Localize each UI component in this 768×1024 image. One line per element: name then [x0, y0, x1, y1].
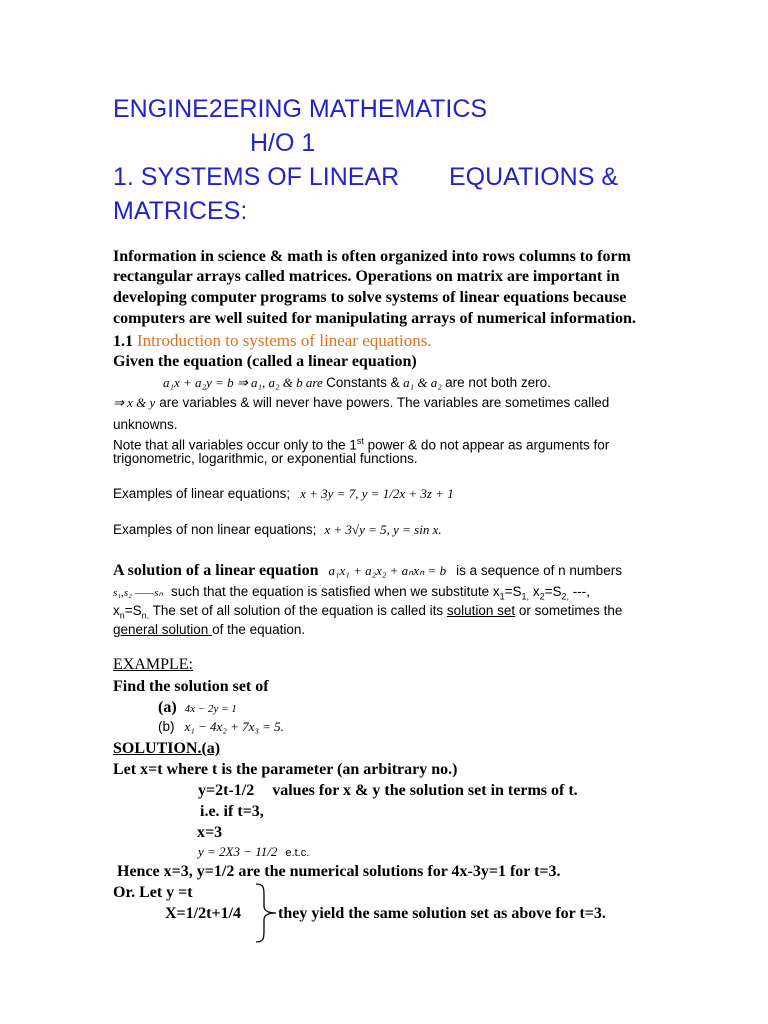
sub-1: 1	[499, 591, 505, 602]
sub-3: 2	[539, 591, 545, 602]
section-title-part3: MATRICES:	[113, 197, 248, 225]
linear-examples-math: x + 3y = 7, y = 1/2x + 3z + 1	[300, 486, 454, 501]
handout-number: H/O 1	[250, 129, 316, 157]
example-a	[158, 699, 237, 717]
nonlinear-examples	[113, 521, 442, 539]
solution-definition-eq: a₁x₁ + a₂x₂ + aₙxₙ = b	[328, 563, 447, 578]
solution-line-1: Let x=t where t is the parameter (an arbitrary no.)	[113, 761, 458, 778]
section-title-part2: EQUATIONS &	[449, 163, 619, 191]
sub-2: 1,	[521, 591, 530, 602]
section-title-part1: 1. SYSTEMS OF LINEAR	[113, 163, 400, 191]
example-heading: EXAMPLE:	[113, 656, 193, 673]
variables-text: are variables & will never have powers. The variables are sometimes called	[159, 395, 610, 410]
coefficients-math: a₁ & a₂	[403, 375, 442, 390]
intro-line-1: Information in science & math is often organized into rows columns to form	[113, 248, 631, 265]
note-text-b: power & do not appear as arguments for	[363, 437, 610, 453]
y-substitution-math: y = 2X3 − 11/2	[198, 844, 278, 859]
general-solution-term: general solution	[113, 622, 213, 637]
linear-equation-line	[163, 374, 551, 392]
intro-line-3: developing computer programs to solve systems of linear equations because	[113, 289, 627, 306]
solution-set-term: solution set	[446, 603, 516, 618]
solution-definition-tail: is a sequence of n numbers	[456, 563, 622, 578]
intro-line-2: rectangular arrays called matrices. Operations on matrix are important in	[113, 268, 620, 285]
sub-n2: n.	[141, 610, 150, 621]
solution-line-5	[198, 843, 309, 862]
solution-heading: SOLUTION.(a)	[113, 740, 221, 757]
sub-n: n	[119, 610, 125, 621]
constants-text: Constants &	[326, 375, 400, 390]
dashes: ---,	[569, 584, 590, 599]
example-b-math: x₁ − 4x₂ + 7x₃ = 5.	[184, 719, 284, 734]
example-b	[158, 718, 284, 736]
solution-set-intro: The set of all solution of the equation is called its	[149, 603, 447, 618]
solution-definition-line-4	[113, 621, 305, 639]
variables-math: ⇒ x & y	[113, 395, 156, 410]
of-equation-text: of the equation.	[212, 622, 306, 637]
xn: x	[113, 603, 120, 618]
eq-s: =S	[504, 584, 522, 599]
unknowns-text: unknowns.	[113, 417, 178, 432]
brace-icon	[250, 882, 280, 944]
substitute-text-main: such that the equation is satisfied when we substitute x	[170, 584, 500, 599]
solution-line-2	[198, 782, 578, 800]
solution-line-6: Hence x=3, y=1/2 are the numerical solutions for 4x-3y=1 for t=3.	[117, 863, 561, 880]
values-text: values for x & y the solution set in terms of t.	[272, 782, 578, 799]
solution-line-8: X=1/2t+1/4	[165, 905, 242, 922]
example-b-label: (b)	[158, 719, 175, 734]
y-expression: y=2t-1/2	[198, 782, 255, 799]
variables-line	[113, 394, 609, 412]
sometimes-text: or sometimes the	[515, 603, 623, 618]
subsection-title: Introduction to systems of linear equations.	[137, 331, 432, 350]
sequence-math: s₁,s₂ ——sₙ	[113, 587, 163, 599]
solution-definition-line-1	[113, 562, 622, 580]
subsection-number: 1.1	[113, 333, 133, 350]
nonlinear-examples-label: Examples of non linear equations;	[113, 522, 317, 537]
solution-line-7: Or. Let y =t	[113, 884, 193, 901]
solution-line-4: x=3	[197, 824, 223, 841]
linear-equation-math: a₁x + a₂y = b ⇒ a₁, a₂ & b are	[163, 375, 323, 390]
nonlinear-examples-math: x + 3√y = 5, y = sin x.	[324, 522, 442, 537]
linear-examples-label: Examples of linear equations;	[113, 486, 291, 501]
subsection-heading	[113, 331, 432, 352]
substitute-text	[170, 584, 590, 602]
solution-line-3: i.e. if t=3,	[200, 803, 264, 820]
eq-sn: =S	[124, 603, 142, 618]
x2: x	[529, 584, 540, 599]
etc-text: e.t.c.	[285, 847, 310, 859]
not-zero-text: are not both zero.	[445, 375, 551, 390]
solution-line-8-tail: they yield the same solution set as above for t=3.	[278, 905, 606, 922]
solution-definition-lead: A solution of a linear equation	[113, 562, 319, 579]
example-a-math: 4x − 2y = 1	[184, 703, 237, 715]
note-text-a: Note that all variables occur only to the 1	[113, 437, 357, 453]
example-find-text: Find the solution set of	[113, 678, 269, 695]
intro-line-4: computers are well suited for manipulating arrays of numerical information.	[113, 310, 636, 327]
sub-4: 2,	[561, 591, 569, 602]
eq-s2: =S	[544, 584, 562, 599]
given-equation-text: Given the equation (called a linear equation)	[113, 353, 417, 370]
example-a-label: (a)	[158, 699, 177, 716]
linear-examples	[113, 485, 454, 503]
note-superscript: st	[356, 436, 364, 446]
doc-title: ENGINE2ERING MATHEMATICS	[113, 95, 488, 123]
note-line-2: trigonometric, logarithmic, or exponential functions.	[113, 451, 418, 466]
